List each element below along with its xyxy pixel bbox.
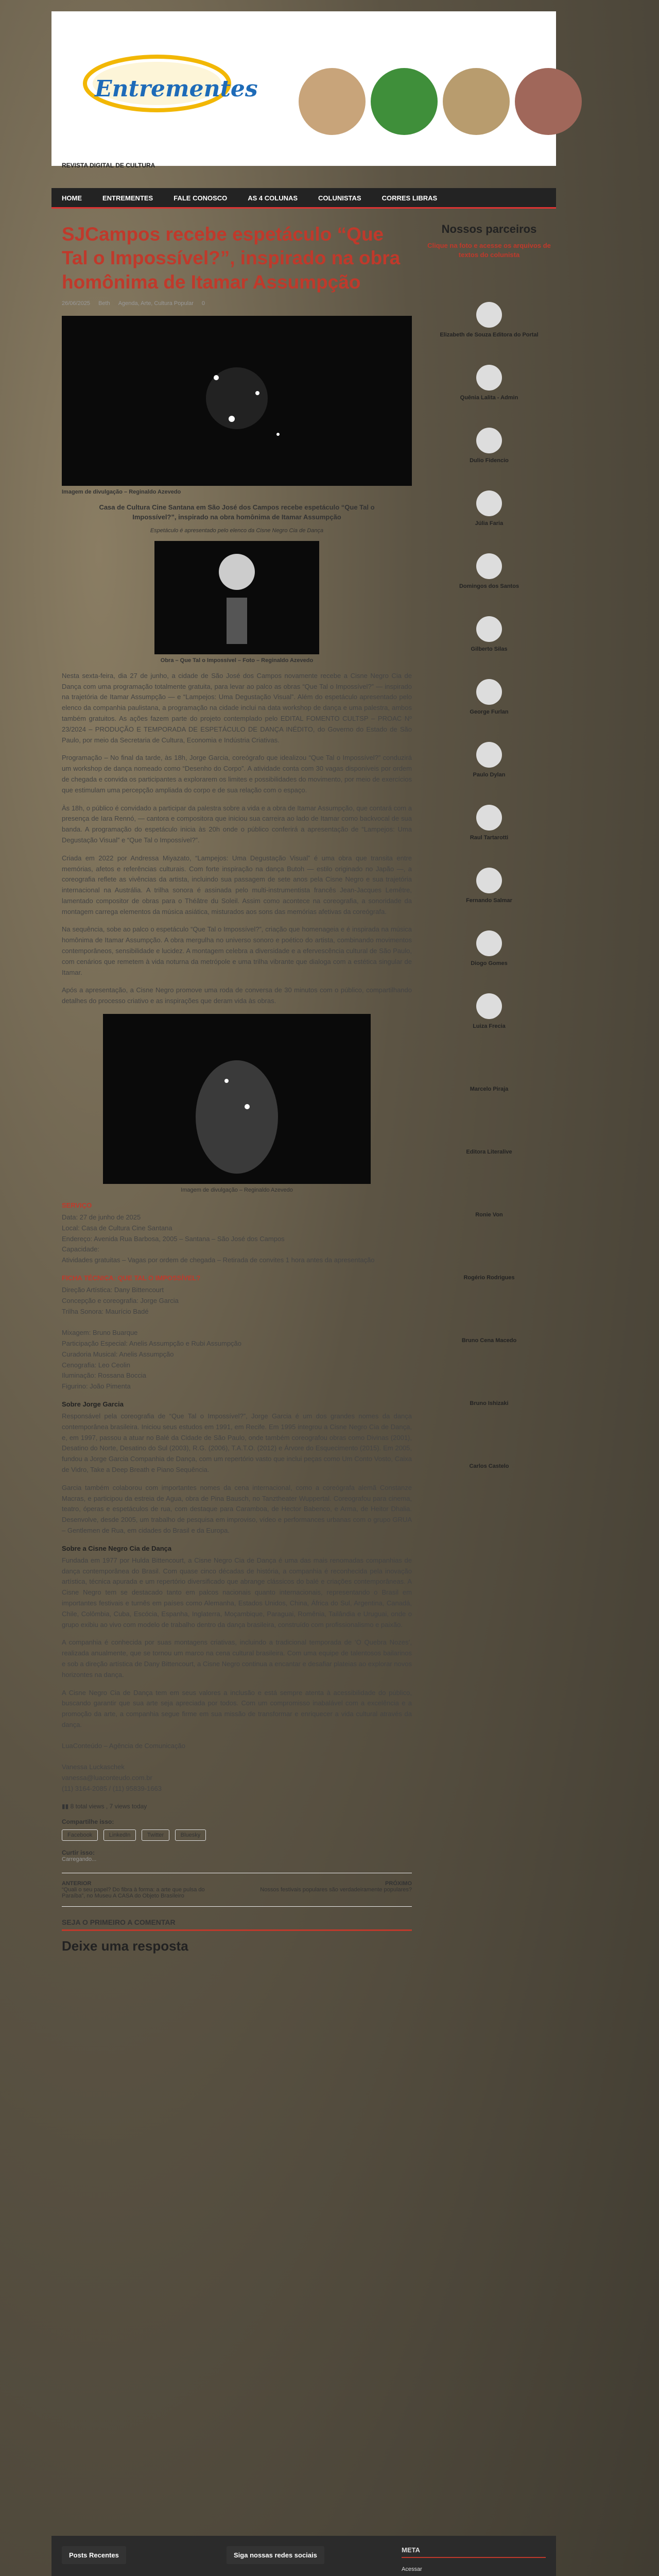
footer-meta <box>402 2546 546 2576</box>
paragraph-5: Na sequência, sobe ao palco o espetáculo “Que Tal o Impossível?”, criação que homenageia e é inspirada na música homônima de Itamar Assumpção. A obra mergulha no universo sonoro e poético do artista, combinando movimentos contemporâneos, sensibilidade e lucidez. A montagem celebra a diversidade e a efervescência cultural de São Paulo, com cenários que remetem à vida noturna da metrópole e uma trilha vibrante que dialoga com a estética singular de Itamar. <box>62 925 412 976</box>
header <box>51 11 556 169</box>
portrait-3 <box>443 68 510 135</box>
columnist-avatar[interactable] <box>476 365 502 391</box>
columnist-avatar[interactable] <box>476 616 502 642</box>
servico-heading: SERVIÇO <box>62 1201 92 1210</box>
post-image-2 <box>154 541 319 654</box>
columnist-item[interactable] <box>427 652 551 715</box>
prev-label: ANTERIOR <box>62 1880 92 1887</box>
next-label: PRÓXIMO <box>385 1880 412 1887</box>
recent-list <box>62 2571 206 2576</box>
share-linkedin-button[interactable]: LinkedIn <box>103 1829 136 1841</box>
post-author[interactable]: Beth <box>98 300 110 307</box>
columnist-item[interactable] <box>427 401 551 464</box>
site-logo[interactable] <box>82 53 258 114</box>
post-meta <box>62 300 412 307</box>
columnist-item[interactable] <box>427 715 551 778</box>
image-3-caption: Imagem de divulgação – Reginaldo Azevedo <box>181 1187 293 1194</box>
like-section <box>62 1849 412 1862</box>
columnist-name: Domingos dos Santos <box>459 583 519 590</box>
columnist-name: George Furlan <box>470 709 509 716</box>
columnist-item[interactable] <box>427 1029 551 1092</box>
paragraph-6: Após a apresentação, a Cisne Negro promove uma roda de conversa de 30 minutos com o público, compartilhando detalhes do processo criativo e as inspirações que deram vida às obras. <box>62 986 412 1005</box>
cisne-paragraph-2: A companhia é conhecida por suas montagens criativas, incluindo a tradicional temporada de ‘O Quebra Nozes’, realizada anualmente, que se tornou um marco na cena cultural brasileira. Com uma equipe de talentosos bailarinos e sob a direção artística de Dany Bittencourt, a Cisne Negro continua a encantar e desafiar plateias ao explorar novos horizontes na dança. <box>62 1638 412 1679</box>
share-bluesky-button[interactable]: Bluesky <box>175 1829 206 1841</box>
views-icon: ▮▮ <box>62 1802 69 1810</box>
columnist-avatar[interactable] <box>476 679 502 705</box>
columnist-item[interactable] <box>427 778 551 841</box>
page-container <box>51 11 556 2572</box>
paragraph-4: Criada em 2022 por Andressa Miyazato, “Lampejos: Uma Degustação Visual” é uma obra que transita entre memórias, afetos e referências culturais. Com forte inspiração na dança Butoh — estilo originado no Japão —, a coreografia reflete as vivências da artista, incluindo sua passagem de sete anos pela Cisne Negro e sua trajetória internacional na Austrália. A trilha sonora é assinada pelo multi-instrumentista francês Jean-Jacques Lemêtre, lamentado compositor de obras para o Théâtre du Soleil. Assim como acontece na coreografia, a sonoridade da montagem carrega elementos da música asiática, misturados aos sons das memórias afetivas da coreógrafa. <box>62 854 412 916</box>
footer <box>51 2536 556 2576</box>
sidebar-title: Nossos parceiros <box>441 223 537 235</box>
social-heading: Siga nossas redes sociais <box>227 2546 324 2564</box>
columnist-avatar[interactable] <box>476 490 502 516</box>
columnist-item[interactable] <box>427 275 551 338</box>
columnist-name: Marcelo Piraja <box>470 1086 509 1093</box>
post-lead-sub: Espetáculo é apresentado pelo elenco da Cisne Negro Cia de Dança <box>150 527 324 534</box>
columnist-item[interactable] <box>427 1218 551 1281</box>
post-views <box>62 1803 412 1810</box>
columnist-name: Bruno Cena Macedo <box>461 1337 517 1344</box>
dancer-image-2 <box>154 541 319 654</box>
post-title: SJCampos recebe espetáculo “Que Tal o Impossível?”, inspirado na obra homônima de Itamar Assumpção <box>62 224 401 293</box>
columnist-name: Elizabeth de Souza Editora do Portal <box>440 332 539 338</box>
recent-heading: Posts Recentes <box>62 2546 126 2564</box>
nav-cores-libras[interactable]: CORRES LIBRAS <box>381 194 438 202</box>
columnist-avatar[interactable] <box>476 993 502 1019</box>
columnist-item[interactable] <box>427 1344 551 1406</box>
columnist-avatar[interactable] <box>476 428 502 453</box>
portrait-4 <box>515 68 582 135</box>
columnist-name: Diogo Gomes <box>471 960 508 967</box>
nav-colunistas[interactable]: COLUNISTAS <box>318 194 361 202</box>
columnist-name: Paulo Dylan <box>473 772 506 778</box>
cisne-paragraph-1: Fundada em 1977 por Hulda Bittencourt, a Cisne Negro Cia de Dança é uma das mais renomadas companhias de dança contemporânea do Brasil. Com quase cinco décadas de história, a companhia é reconhecida pela inovação artística, técnica apurada e um repertório diversificado que abrange clássicos do balé e criações contemporâneas. A Cisne Negro tem se destacado tanto em palcos nacionais quanto internacionais, representando o Brasil em importantes festivais e turnês em países como Alemanha, Estados Unidos, China, África do Sul, Argentina, Canadá, Chile, Colômbia, Cuba, Escócia, Espanha, Inglaterra, Moçambique, Paraguai, Romênia, Tailândia e Uruguai, onde o grupo exibiu ao vivo com modelo de trabalho dentro da dança brasileira, construído com profissionalismo e paixão. <box>62 1556 412 1629</box>
columnist-item[interactable] <box>427 338 551 401</box>
share-section <box>62 1818 412 1841</box>
columnist-avatar[interactable] <box>476 302 502 328</box>
columnist-avatar[interactable] <box>476 930 502 956</box>
post-image-1 <box>62 316 412 486</box>
logo-text: Entrementes <box>95 76 258 102</box>
ficha-heading: FICHA TÉCNICA: QUE TAL O IMPOSSÍVEL? <box>62 1274 201 1282</box>
dancer-image-3 <box>103 1014 371 1184</box>
header-portraits <box>299 68 582 135</box>
columnist-name: Luiza Frecia <box>473 1023 506 1030</box>
servico-details: Data: 27 de junho de 2025 Local: Casa de Cultura Cine Santana Endereço: Avenida Rua Barbosa, 2005 – Santana – São José dos Campos Capacidade: Atividades gratuitas – Vagas por ordem de chegada – Retirada de convites 1 hora antes da apresentação <box>62 1213 375 1264</box>
paragraph-3: Às 18h, o público é convidado a participar da palestra sobre a vida e a obra de Itamar Assumpção, que contará com a presença de Iara Rennó, — cantora e compositora que iniciou sua carreira ao lado de Itamar como backvocal de sua banda. A programação do espetáculo inicia às 20h onde o público conferirá a apresentação de “Lampejos: Uma Degustação Visual” e “Que Tal o Impossível?”. <box>62 804 412 844</box>
columnist-item[interactable] <box>427 1092 551 1155</box>
nav-as-4-colunas[interactable]: AS 4 COLUNAS <box>248 194 298 202</box>
share-facebook-button[interactable]: Facebook <box>62 1829 98 1841</box>
reply-heading: Deixe uma resposta <box>62 1938 188 1954</box>
post-lead: Casa de Cultura Cine Santana em São José dos Campos recebe espetáculo “Que Tal o Impossível?”, inspirado na obra homônima de Itamar Assumpção <box>99 503 375 521</box>
image-2-caption: Obra – Que Tal o Impossível – Foto – Reginaldo Azevedo <box>160 657 314 664</box>
post-date: 26/06/2025 <box>62 300 91 307</box>
nav-home[interactable]: HOME <box>62 194 82 202</box>
share-twitter-button[interactable]: Twitter <box>142 1829 169 1841</box>
paragraph-2: Programação – No final da tarde, às 18h, Jorge Garcia, coreógrafo que idealizou “Que Tal o Impossível?” conduzirá um workshop de dança nomeado como “Desenho do Corpo”. A atividade conta com 30 vagas disponíveis por ordem de chegada e convida os participantes a explorarem os limites e possibilidades do movimento, por meio de exercícios que estimulam uma percepção ampliada do corpo e de sua relação com o espaço. <box>62 754 412 794</box>
columnist-name: Rogério Rodrigues <box>463 1275 515 1281</box>
columnist-item[interactable] <box>427 841 551 904</box>
post-navigation <box>62 1873 412 1907</box>
post-category[interactable]: Agenda, Arte, Cultura Popular <box>118 300 194 307</box>
nav-entrementes[interactable]: ENTREMENTES <box>102 194 153 202</box>
columnist-item[interactable] <box>427 464 551 527</box>
recent-post-link[interactable] <box>62 2571 206 2576</box>
comment-heading: SEJA O PRIMEIRO A COMENTAR <box>62 1918 412 1931</box>
ficha-details: Direção Artística: Dany Bittencourt Concepção e coreografia: Jorge Garcia Trilha Sonora: Maurício Badé Mixagem: Bruno Buarque Participação Especial: Anelis Assumpção e Rubi Assumpção Curadoria Musical: Anelis Assumpção Cenografia: Leo Ceolin Iluminação: Rossana Boccia Figurino: João Pimenta <box>62 1286 242 1391</box>
prev-title: “Quali o seu papel? Do fibra à forma: a arte que pulsa do Paraíba”, no Museu A CASA do Objeto Brasileiro <box>62 1886 205 1899</box>
post-image-3 <box>103 1014 371 1184</box>
dancer-image-1 <box>62 316 412 486</box>
columnist-name: Editora Literalive <box>466 1149 512 1156</box>
columnist-name: Quênia Lalita - Admin <box>460 395 518 401</box>
sidebar <box>427 223 551 1469</box>
meta-list <box>402 2563 546 2576</box>
jorge-heading: Sobre Jorge Garcia <box>62 1400 124 1409</box>
footer-social <box>227 2546 371 2576</box>
like-heading: Curtir isso: <box>62 1849 95 1856</box>
columnist-name: Júlia Faria <box>475 520 504 527</box>
next-title: Nossos festivais populares são verdadeiramente populares? <box>260 1886 412 1893</box>
press-contact: LuaConteúdo – Agência de Comunicação Vanessa Luckaschek vanessa@luaconteudo.com.br (11) 3164-2085 / (11) 95839-1663 <box>62 1741 185 1792</box>
columnist-item[interactable] <box>427 1281 551 1344</box>
portrait-2 <box>371 68 438 135</box>
share-heading: Compartilhe isso: <box>62 1818 114 1825</box>
columnist-avatar[interactable] <box>476 868 502 893</box>
main-nav <box>51 188 556 209</box>
footer-recent <box>62 2546 206 2576</box>
columnist-item[interactable] <box>427 589 551 652</box>
columnist-item[interactable] <box>427 1406 551 1469</box>
meta-heading: META <box>402 2546 546 2558</box>
nav-fale-conosco[interactable]: FALE CONOSCO <box>174 194 228 202</box>
columnist-name: Fernando Salmar <box>466 897 512 904</box>
site-tagline: REVISTA DIGITAL DE CULTURA <box>62 162 155 169</box>
columnist-avatar[interactable] <box>476 742 502 768</box>
like-loading: Carregando... <box>62 1856 97 1862</box>
post-comments-count[interactable]: 0 <box>201 300 205 307</box>
post-content <box>62 223 412 1954</box>
columnist-avatar[interactable] <box>476 553 502 579</box>
jorge-paragraph-2: Garcia também colaborou com importantes nomes da cena internacional, como a coreógrafa alemã Constanze Macras, e participou da estreia de Agua, obra de Pina Bausch, no Tanztheater Wuppertal. Coreografou para cinema, teatro, óperas e espetáculos de rua, com destaque para Caramboa, de Hector Babenco, e Arma, de Heitor Dhalia. Desenvolve, desde 2005, um trabalho de pesquisa em improviso, vídeo e performances urbanas com o grupo GRUA – Gentlemen de Rua, em cidades do Brasil e da Europa. <box>62 1483 412 1534</box>
columnist-item[interactable] <box>427 904 551 967</box>
columnist-item[interactable] <box>427 1155 551 1218</box>
columnist-name: Ronie Von <box>475 1212 503 1218</box>
next-post-link[interactable] <box>254 1880 412 1899</box>
columnist-name: Carlos Castelo <box>469 1463 509 1470</box>
jorge-paragraph-1: Responsável pela coreografia de “Que Tal o Impossível?”, Jorge Garcia é um dos grandes nomes da dança contemporânea brasileira. Iniciou seus estudos em 1991, em Recife. Em 1995 integrou a Cisne Negro Cia de Dança, e, em 1997, passou a atuar no Balé da Cidade de São Paulo, onde também coreografou obras como Divinas (2001), Desatino do Norte, Desatino do Sul (2003), R.G. (2006), T.A.T.O. (2012) e Árvore do Esquecimento (2015). Em 2005, fundou a Jorge Garcia Companhia de Dança, com um repertório vasto que inclui peças como Um Conto Vosto, Caixa de Vidro, Take a Deep Breath e Piano Sequência. <box>62 1412 412 1473</box>
columnist-name: Raul Tartarotti <box>470 835 509 841</box>
columnist-name: Bruno Ishizaki <box>470 1400 509 1407</box>
columnist-avatar[interactable] <box>476 805 502 831</box>
columnist-item[interactable] <box>427 967 551 1029</box>
sidebar-subtitle: Clique na foto e acesse os arquivos de textos do colunista <box>427 242 551 259</box>
image-1-caption: Imagem de divulgação – Reginaldo Azevedo <box>62 488 181 495</box>
columnist-name: Dulio Fidencio <box>470 457 509 464</box>
portrait-1 <box>299 68 366 135</box>
meta-link[interactable]: Acessar <box>402 2566 422 2572</box>
cisne-paragraph-3: A Cisne Negro Cia de Dança tem em seus valores a inclusão e está sempre atenta à acessibilidade do público, buscando garantir que sua arte seja apreciada por todos. Com um compromisso inabalável com a excelência e a promoção da arte, a companhia segue firme em sua missão de transformar e enriquecer a vida cultural através da dança. <box>62 1688 412 1728</box>
paragraph-1: Nesta sexta-feira, dia 27 de junho, a cidade de São José dos Campos novamente recebe a Cisne Negro Cia de Dança com uma programação totalmente gratuita, para levar ao palco as obras “Que Tal o Impossível?” — inspirado na trajetória de Itamar Assumpção — e “Lampejos: Uma Degustação Visual”. Além do espetáculo apresentado pelo elenco da companhia paulistana, a programação na cidade inclui na data workshop de dança e uma palestra, ambos também gratuitos. As ações fazem parte do projeto contemplado pelo EDITAL FOMENTO CULTSP – PROAC Nº 23/2024 – PRODUÇÃO E TEMPORADA DE ESPETÁCULO DE DANÇA INÉDITO, do Governo do Estado de São Paulo, por meio da Secretaria de Cultura, Economia e Indústria Criativas. <box>62 671 412 744</box>
cisne-heading: Sobre a Cisne Negro Cia de Dança <box>62 1544 172 1552</box>
columnist-name: Gilberto Silas <box>471 646 508 653</box>
columnist-list <box>427 275 551 1469</box>
views-count: 8 total views , 7 views today <box>70 1802 147 1810</box>
columnist-item[interactable] <box>427 527 551 589</box>
prev-post-link[interactable] <box>62 1880 219 1899</box>
